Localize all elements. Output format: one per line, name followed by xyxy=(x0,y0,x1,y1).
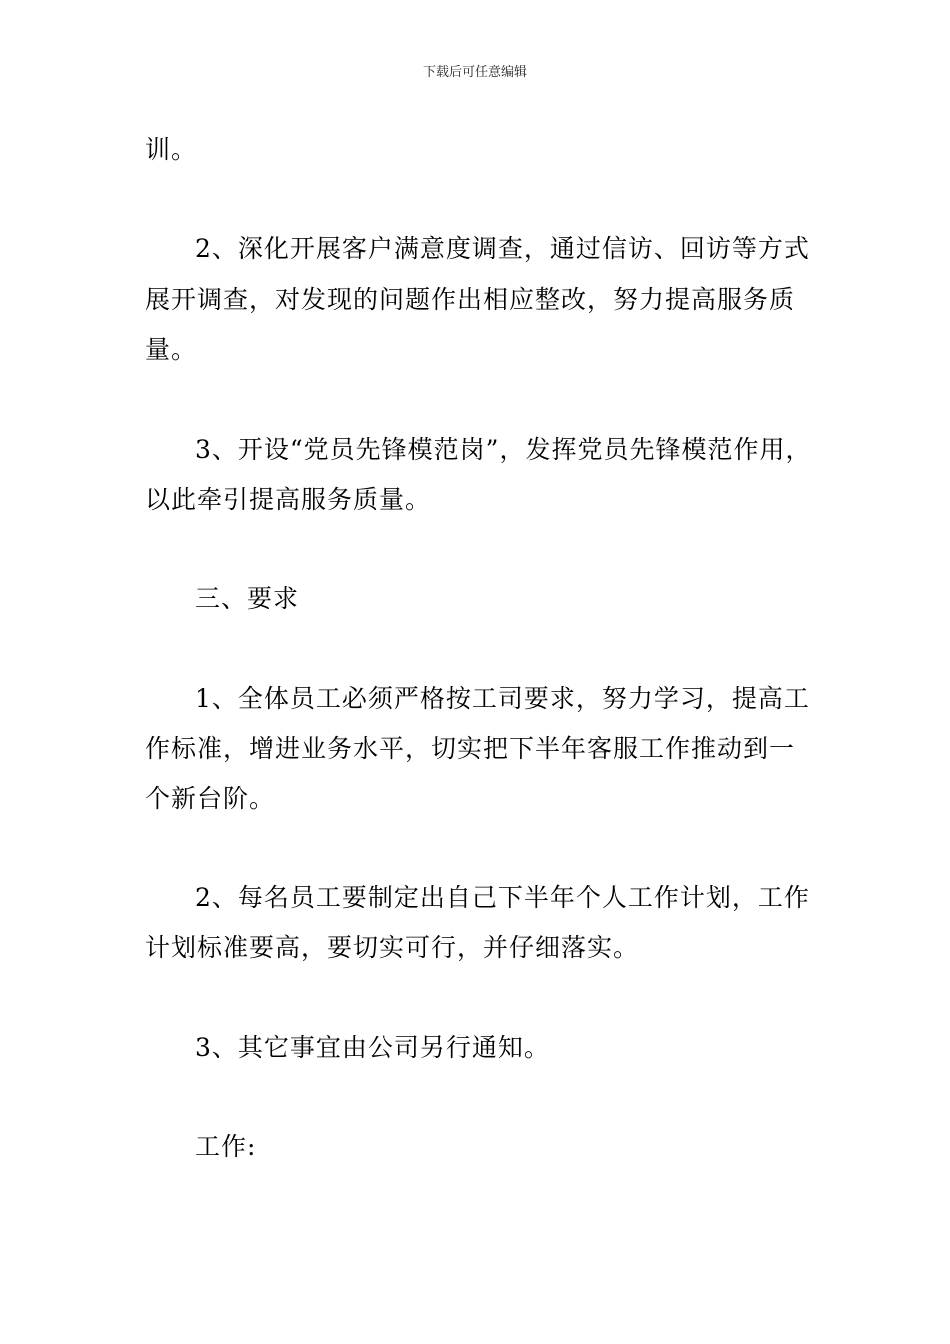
body-line: 展开调查，对发现的问题作出相应整改，努力提高服务质 xyxy=(145,285,796,314)
body-line: 3、开设“党员先锋模范岗”，发挥党员先锋模范作用， xyxy=(195,435,812,464)
section-heading: 三、要求 xyxy=(195,584,300,613)
body-line: 2、深化开展客户满意度调查，通过信访、回访等方式 xyxy=(195,234,810,263)
body-line: 作标准，增进业务水平，切实把下半年客服工作推动到一 xyxy=(145,734,796,763)
body-line: 训。 xyxy=(145,135,198,164)
body-line: 工作: xyxy=(195,1132,257,1161)
body-line: 个新台阶。 xyxy=(145,784,276,813)
body-line: 2、每名员工要制定出自己下半年个人工作计划，工作 xyxy=(195,883,810,912)
page-header: 下载后可任意编辑 xyxy=(422,65,527,80)
body-line: 量。 xyxy=(145,335,198,364)
body-line: 以此牵引提高服务质量。 xyxy=(145,485,432,514)
body-line: 1、全体员工必须严格按工司要求，努力学习，提高工 xyxy=(195,684,810,713)
body-line: 3、其它事宜由公司另行通知。 xyxy=(195,1033,550,1062)
body-line: 计划标准要高，要切实可行，并仔细落实。 xyxy=(145,933,640,962)
